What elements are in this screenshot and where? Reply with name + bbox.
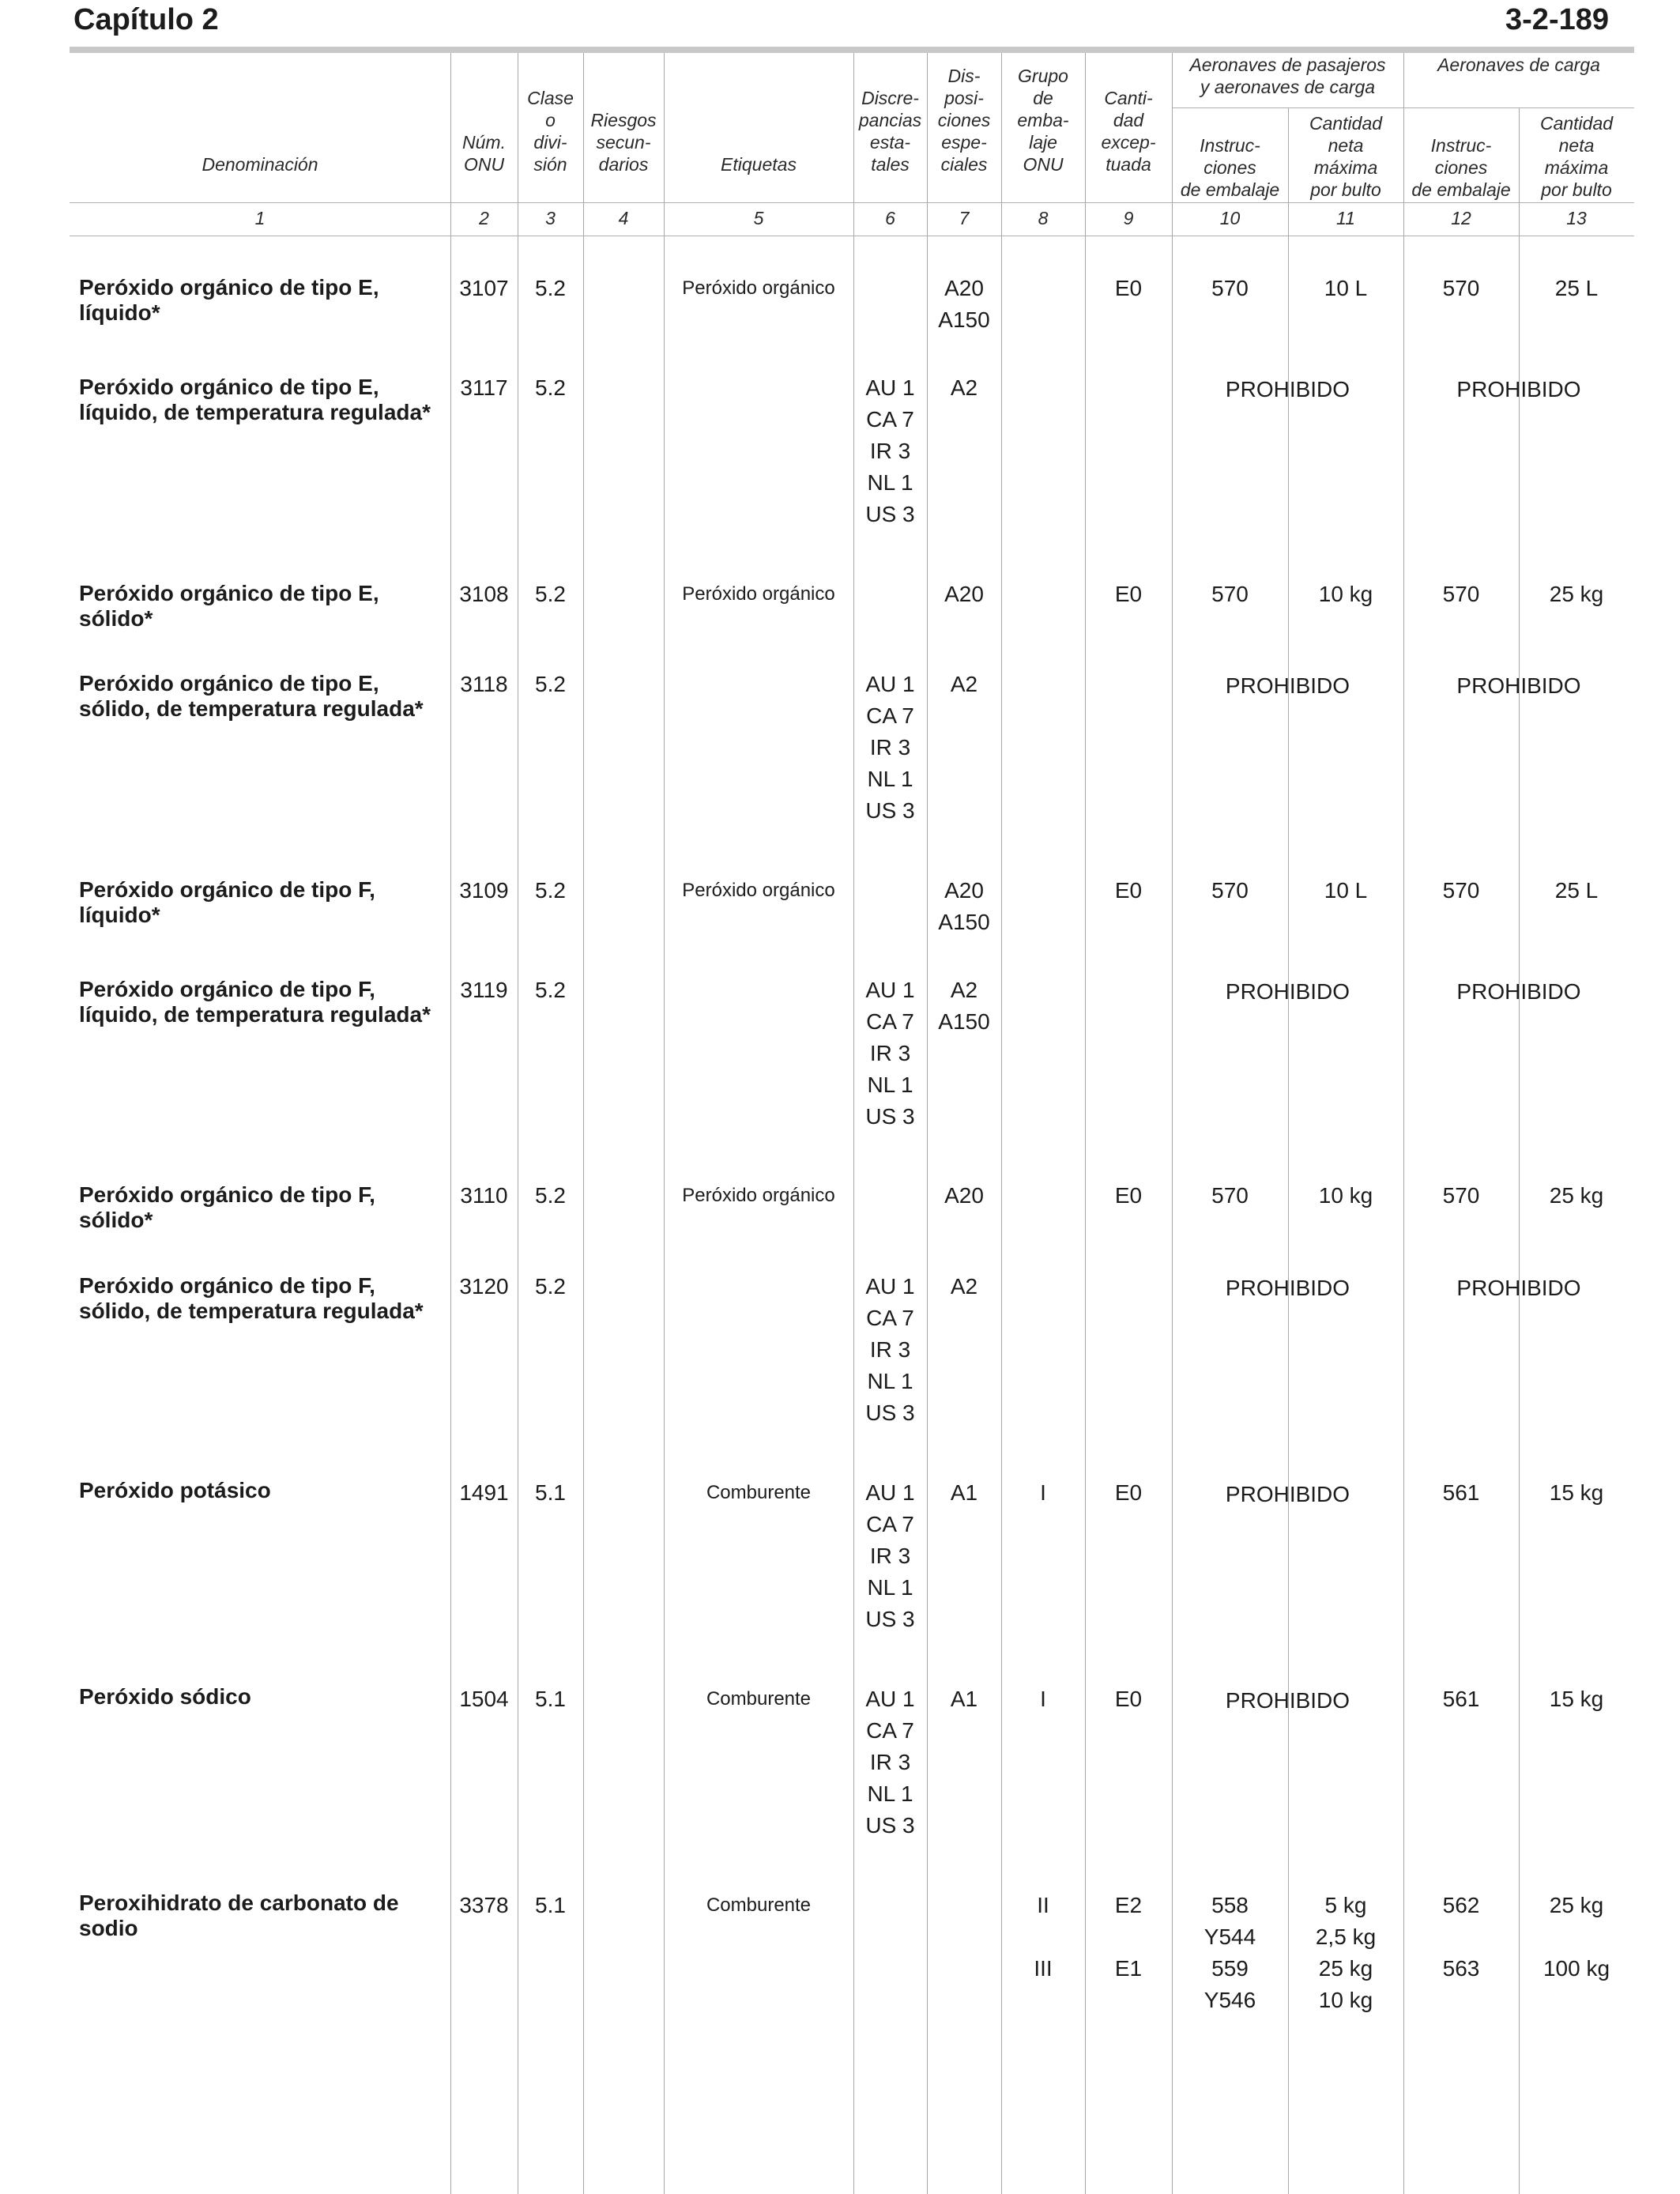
row-pi-cargo: 570 [1442,582,1480,606]
header-instrucciones-cargo: Instruc- ciones de embalaje [1411,135,1511,200]
row-excepted-quantity: E0 [1114,582,1143,606]
row-packing-group: I [1040,1687,1046,1711]
column-number: 12 [1451,208,1471,228]
row-denominacion: Peróxido orgánico de tipo E, sólido, de temperatura regulada* [79,671,424,721]
row-state-variations: AU 1 CA 7 IR 3 NL 1 US 3 [865,1480,915,1631]
row-qty-passenger: 10 kg [1318,1183,1373,1208]
header-denominacion: Denominación [202,154,318,175]
row-pi-cargo: 561 [1442,1687,1480,1711]
col-line [1519,107,1520,2194]
row-pi-passenger: 570 [1211,878,1249,903]
row-cargo-prohibited: PROHIBIDO [1456,377,1581,401]
row-denominacion: Peróxido orgánico de tipo F, líquido, de temperatura regulada* [79,977,431,1027]
row-class: 5.1 [535,1687,566,1711]
row-denominacion: Peróxido sódico [79,1684,251,1709]
row-qty-cargo: 25 L [1554,878,1599,903]
row-excepted-quantity: E0 [1114,1183,1143,1208]
row-un-number: 1491 [459,1480,509,1505]
row-qty-passenger: 5 kg 2,5 kg 25 kg 10 kg [1315,1893,1377,2012]
row-label: Peróxido orgánico [682,583,835,605]
row-un-number: 3118 [460,672,508,696]
row-state-variations: AU 1 CA 7 IR 3 NL 1 US 3 [865,672,915,823]
row-un-number: 1504 [459,1687,509,1711]
row-pi-passenger: 558 Y544 559 Y546 [1203,1893,1256,2012]
row-label: Comburente [706,1688,812,1710]
row-passenger-prohibited: PROHIBIDO [1225,979,1350,1004]
column-number: 7 [959,208,970,228]
column-number: 13 [1566,208,1587,228]
row-class: 5.2 [535,672,566,696]
row-cargo-prohibited: PROHIBIDO [1456,979,1581,1004]
row-special-provisions: A2 [950,375,978,400]
row-un-number: 3109 [459,878,509,903]
header-divider [70,202,1634,203]
header-etiquetas: Etiquetas [721,154,797,175]
header-instrucciones-pax: Instruc- ciones de embalaje [1180,135,1280,200]
row-denominacion: Peróxido orgánico de tipo E, sólido* [79,581,379,631]
header-clase: Clase o divi- sión [527,88,574,175]
row-state-variations: AU 1 CA 7 IR 3 NL 1 US 3 [865,1687,915,1838]
row-excepted-quantity: E0 [1114,276,1143,300]
row-class: 5.2 [535,276,566,300]
header-group-cargo: Aeronaves de carga [1437,55,1600,75]
row-special-provisions: A1 [950,1687,978,1711]
row-special-provisions: A20 [944,1183,984,1208]
row-special-provisions: A20 [944,582,984,606]
header-grupo-embalaje: Grupo de emba- laje ONU [1017,66,1069,175]
column-number: 5 [753,208,764,228]
row-un-number: 3110 [460,1183,508,1208]
row-un-number: 3117 [460,375,508,400]
header-cantidad-cargo: Cantidad neta máxima por bulto [1539,113,1614,200]
row-pi-passenger: 570 [1211,582,1249,606]
row-passenger-prohibited: PROHIBIDO [1225,673,1350,698]
row-class: 5.1 [535,1893,566,1917]
row-passenger-prohibited: PROHIBIDO [1225,1276,1350,1300]
row-un-number: 3378 [459,1893,509,1917]
row-pi-cargo: 570 [1442,1183,1480,1208]
row-excepted-quantity: E0 [1114,878,1143,903]
column-number: 2 [479,208,489,228]
row-special-provisions: A1 [950,1480,978,1505]
header-group-passenger: Aeronaves de pasajeros y aeronaves de carga [1189,55,1386,97]
row-cargo-prohibited: PROHIBIDO [1456,673,1581,698]
row-class: 5.1 [535,1480,566,1505]
row-denominacion: Peroxihidrato de carbonato de sodio [79,1891,399,1940]
row-denominacion: Peróxido orgánico de tipo F, líquido* [79,877,375,927]
row-class: 5.2 [535,1183,566,1208]
page-number: 3-2-189 [1505,3,1609,36]
header-cantidad-exceptuada: Canti- dad excep- tuada [1101,88,1156,175]
row-state-variations: AU 1 CA 7 IR 3 NL 1 US 3 [865,1274,915,1425]
row-state-variations: AU 1 CA 7 IR 3 NL 1 US 3 [865,978,915,1129]
row-class: 5.2 [535,878,566,903]
row-class: 5.2 [535,978,566,1002]
row-un-number: 3107 [459,276,509,300]
col-line [1001,53,1002,2194]
row-excepted-quantity: E2 E1 [1114,1893,1143,1981]
row-qty-passenger: 10 kg [1318,582,1373,606]
row-qty-cargo: 15 kg [1549,1480,1604,1505]
row-passenger-prohibited: PROHIBIDO [1225,1482,1350,1506]
col-line [1085,53,1086,2194]
row-special-provisions: A20 A150 [938,878,990,934]
column-number: 6 [885,208,895,228]
column-number: 8 [1038,208,1049,228]
row-denominacion: Peróxido orgánico de tipo E, líquido, de temperatura regulada* [79,375,431,424]
row-pi-cargo: 570 [1442,276,1480,300]
header-discrepancias: Discre- pancias esta- tales [858,88,922,175]
row-qty-cargo: 25 kg [1549,582,1604,606]
header-disposiciones: Dis- posi- ciones espe- ciales [937,66,991,175]
row-label: Comburente [706,1894,812,1916]
row-denominacion: Peróxido orgánico de tipo F, sólido* [79,1182,375,1232]
row-cargo-prohibited: PROHIBIDO [1456,1276,1581,1300]
column-number: 9 [1123,208,1134,228]
row-state-variations: AU 1 CA 7 IR 3 NL 1 US 3 [865,375,915,526]
row-qty-cargo: 25 kg [1549,1183,1604,1208]
col-line [583,53,584,2194]
row-special-provisions: A2 [950,672,978,696]
header-cantidad-pax: Cantidad neta máxima por bulto [1309,113,1383,200]
chapter-title: Capítulo 2 [73,3,219,36]
row-un-number: 3119 [460,978,508,1002]
column-number: 3 [545,208,556,228]
row-un-number: 3108 [459,582,509,606]
header-riesgos: Riesgos secun- darios [590,110,657,175]
row-packing-group: I [1040,1480,1046,1505]
column-number: 4 [618,208,629,228]
row-pi-passenger: 570 [1211,276,1249,300]
row-qty-cargo: 25 L [1554,276,1599,300]
column-number: 11 [1336,208,1355,228]
row-excepted-quantity: E0 [1114,1480,1143,1505]
row-denominacion: Peróxido orgánico de tipo F, sólido, de temperatura regulada* [79,1273,424,1323]
row-class: 5.2 [535,582,566,606]
col-line [1288,107,1289,2194]
row-pi-cargo: 570 [1442,878,1480,903]
row-class: 5.2 [535,1274,566,1299]
column-number: 1 [254,208,266,228]
row-pi-cargo: 562 563 [1442,1893,1480,1981]
row-passenger-prohibited: PROHIBIDO [1225,1688,1350,1713]
row-denominacion: Peróxido orgánico de tipo E, líquido* [79,275,379,325]
row-label: Peróxido orgánico [682,880,835,901]
row-qty-cargo: 25 kg 100 kg [1543,1893,1610,1981]
row-qty-passenger: 10 L [1324,878,1368,903]
col-line [1172,53,1173,2194]
row-passenger-prohibited: PROHIBIDO [1225,377,1350,401]
row-pi-cargo: 561 [1442,1480,1480,1505]
row-packing-group: II III [1034,1893,1053,1981]
row-un-number: 3120 [459,1274,509,1299]
col-line [1403,53,1404,2194]
row-qty-cargo: 15 kg [1549,1687,1604,1711]
row-special-provisions: A2 [950,1274,978,1299]
row-label: Peróxido orgánico [682,1185,835,1206]
column-number: 10 [1219,208,1241,228]
row-qty-passenger: 10 L [1324,276,1368,300]
row-special-provisions: A20 A150 [938,276,990,332]
row-label: Comburente [706,1482,812,1503]
header-rule [70,47,1634,53]
row-excepted-quantity: E0 [1114,1687,1143,1711]
row-special-provisions: A2 A150 [938,978,990,1034]
row-denominacion: Peróxido potásico [79,1478,271,1502]
row-pi-passenger: 570 [1211,1183,1249,1208]
row-label: Peróxido orgánico [682,277,835,299]
row-class: 5.2 [535,375,566,400]
header-num-onu: Núm. ONU [462,132,506,175]
col-line [664,53,665,2194]
